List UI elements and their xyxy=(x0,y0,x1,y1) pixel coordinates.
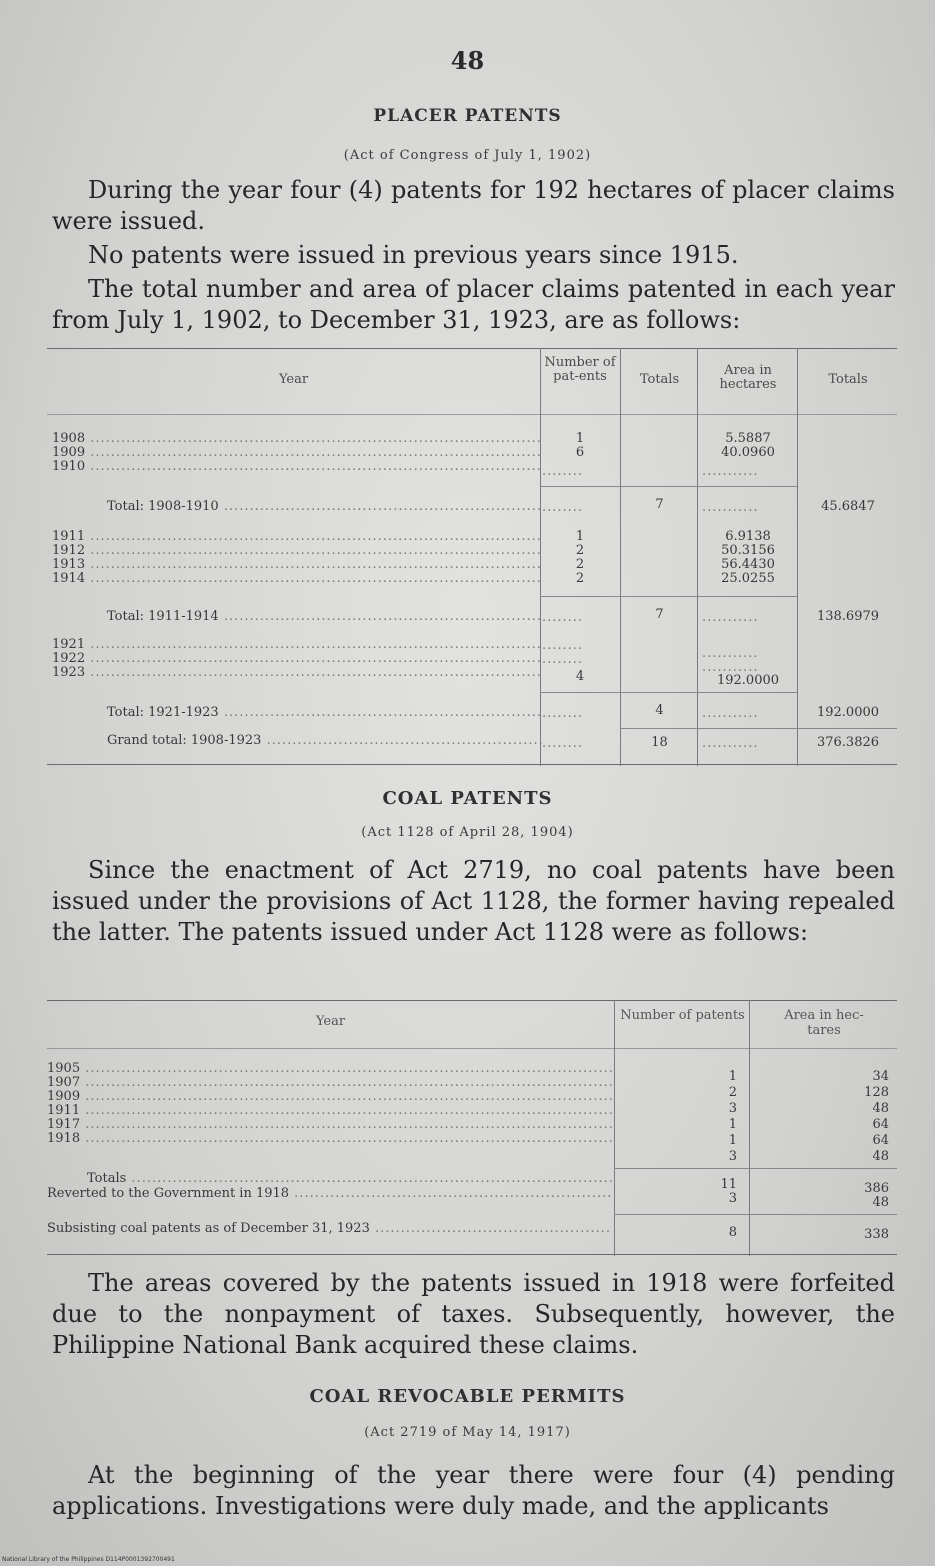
area-cell: 192.0000 xyxy=(716,673,780,688)
subtotal-count: 7 xyxy=(655,497,664,512)
number-cell: 3 xyxy=(728,1149,737,1164)
subsisting-number: 8 xyxy=(728,1225,737,1240)
header-number: Number of patents xyxy=(620,1008,745,1023)
year-cell: 1923 ..... xyxy=(52,666,542,680)
number-cell: 3 xyxy=(728,1101,737,1116)
area-cell: 5.5887 xyxy=(725,431,771,446)
area-cell: 64 xyxy=(872,1133,889,1148)
revocable-text xyxy=(52,1460,895,1522)
year-cell: 1913 ..... xyxy=(52,558,542,572)
subtotal-area: 45.6847 xyxy=(821,499,875,514)
header-number: Number of pat-ents xyxy=(544,355,616,384)
placer-act: (Act of Congress of July 1, 1902) xyxy=(343,148,592,163)
year-cell: 1910 ..... xyxy=(52,460,542,474)
year-cell: 1908 ..... xyxy=(52,432,542,446)
subsisting-area: 338 xyxy=(864,1227,889,1242)
area-cell: 48 xyxy=(872,1149,889,1164)
year-cell: 1918 ..... xyxy=(47,1132,612,1146)
subtotal-area: 192.0000 xyxy=(816,705,880,720)
number-cell: 2 xyxy=(575,571,585,586)
subtotal-count: 7 xyxy=(655,607,664,622)
library-footnote: National Library of the Philippines D114P0001392700491 xyxy=(2,1556,175,1563)
subtotal-label: Total: 1921-1923 ..... xyxy=(107,706,542,720)
coal-table xyxy=(47,1000,897,1258)
year-cell: 1917 ..... xyxy=(47,1118,612,1132)
number-cell: 2 xyxy=(728,1085,737,1100)
number-cell: 6 xyxy=(575,445,585,460)
area-cell: 34 xyxy=(872,1069,889,1084)
reverted-label: Reverted to the Government in 1918 ..... xyxy=(47,1187,612,1201)
coal-paragraph-2: The areas covered by the patents issued in 1918 were forfeited due to the nonpayment of taxes. Subsequently, however, the Philippine National Bank acquired these claims. xyxy=(52,1269,895,1359)
header-area: Area in hectares xyxy=(719,363,777,392)
subtotal-label: Total: 1908-1910 ..... xyxy=(107,500,542,514)
coal-text xyxy=(52,855,895,948)
subtotal-area: 138.6979 xyxy=(816,609,880,624)
area-cell: 128 xyxy=(864,1085,889,1100)
number-cell: 1 xyxy=(575,529,585,544)
placer-paragraph-3: The total number and area of placer claims patented in each year from July 1, 1902, to December 31, 1923, are as follows: xyxy=(52,275,895,334)
coal-text-2 xyxy=(52,1268,895,1361)
grand-total-count: 18 xyxy=(651,735,668,750)
year-cell: 1921 ..... xyxy=(52,638,542,652)
number-cell: 2 xyxy=(575,557,585,572)
revocable-heading: COAL REVOCABLE PERMITS xyxy=(309,1386,626,1407)
coal-act: (Act 1128 of April 28, 1904) xyxy=(361,825,574,840)
header-year: Year xyxy=(278,372,309,387)
area-cell: 40.0960 xyxy=(721,445,775,460)
year-cell: 1911 ..... xyxy=(52,530,542,544)
totals-label: Totals ..... xyxy=(87,1172,612,1186)
year-cell: 1905 ..... xyxy=(47,1062,612,1076)
revocable-act: (Act 2719 of May 14, 1917) xyxy=(364,1425,571,1440)
totals-area: 386 xyxy=(864,1181,889,1196)
placer-text xyxy=(52,175,895,336)
coal-heading: COAL PATENTS xyxy=(382,788,553,809)
header-area: Area in hec-tares xyxy=(784,1008,864,1038)
number-cell: 1 xyxy=(728,1133,737,1148)
subtotal-label: Total: 1911-1914 ..... xyxy=(107,610,542,624)
totals-number: 11 xyxy=(720,1177,737,1192)
revocable-paragraph-1: At the beginning of the year there were four (4) pending applications. Investigations were duly made, and the applicants xyxy=(52,1461,895,1520)
number-cell: 2 xyxy=(575,543,585,558)
year-cell: 1907 ..... xyxy=(47,1076,612,1090)
year-cell: 1914 ..... xyxy=(52,572,542,586)
header-totals-count: Totals xyxy=(639,372,680,387)
year-cell: 1909 ..... xyxy=(47,1090,612,1104)
grand-total-area: 376.3826 xyxy=(816,735,880,750)
year-cell: 1909 ..... xyxy=(52,446,542,460)
number-cell: 1 xyxy=(728,1117,737,1132)
area-cell: 25.0255 xyxy=(721,571,775,586)
area-cell: 48 xyxy=(872,1101,889,1116)
reverted-number: 3 xyxy=(728,1191,737,1206)
area-cell: 64 xyxy=(872,1117,889,1132)
number-cell: 4 xyxy=(575,669,585,684)
subsisting-label: Subsisting coal patents as of December 31, 1923 ..... xyxy=(47,1222,612,1236)
number-cell: 1 xyxy=(575,431,585,446)
year-cell: 1911 ..... xyxy=(47,1104,612,1118)
coal-paragraph-1: Since the enactment of Act 2719, no coal patents have been issued under the provisions of Act 1128, the former having repealed the latter. The patents issued under Act 1128 were as follows: xyxy=(52,856,895,946)
grand-total-label: Grand total: 1908-1923 ..... xyxy=(107,734,542,748)
page-number: 48 xyxy=(450,46,485,75)
area-cell: 56.4430 xyxy=(721,557,775,572)
year-cell: 1912 ..... xyxy=(52,544,542,558)
placer-heading: PLACER PATENTS xyxy=(373,106,562,126)
number-cell: 1 xyxy=(728,1069,737,1084)
header-totals-area: Totals xyxy=(828,372,868,387)
area-cell: 6.9138 xyxy=(725,529,771,544)
placer-paragraph-2: No patents were issued in previous years since 1915. xyxy=(88,241,739,269)
year-cell: 1922 ..... xyxy=(52,652,542,666)
area-cell: 50.3156 xyxy=(721,543,775,558)
placer-paragraph-1: During the year four (4) patents for 192 hectares of placer claims were issued. xyxy=(52,176,895,235)
placer-table: Year Number of pat-ents Totals Area in hectares Totals 1908 ..... 1909 ..... 1910 ..... 1 6 5.5887 40.0960 ........ ........... Total: 1908-1910 ..... ........ 7 ........... 45.6847 1911 ..... 1912 ..... 1913 ..... 1914 ..... 1 2 2 2 6.9138 50.3156 56.4430 25.0255 Total: 1911-1914 ..... ........ 7 ........... 138.6979 1921 ..... 1922 ..... 1923 ..... ........ ........ 4 ........... ........... 192.0000 Total: 1921-1923 ..... ........ 4 ........... 192.0000 Grand total: 1908-1923 ..... ........ 18 ........... 376.3826 xyxy=(47,348,897,768)
subtotal-count: 4 xyxy=(655,703,664,718)
header-year: Year xyxy=(315,1014,346,1029)
reverted-area: 48 xyxy=(872,1195,889,1210)
